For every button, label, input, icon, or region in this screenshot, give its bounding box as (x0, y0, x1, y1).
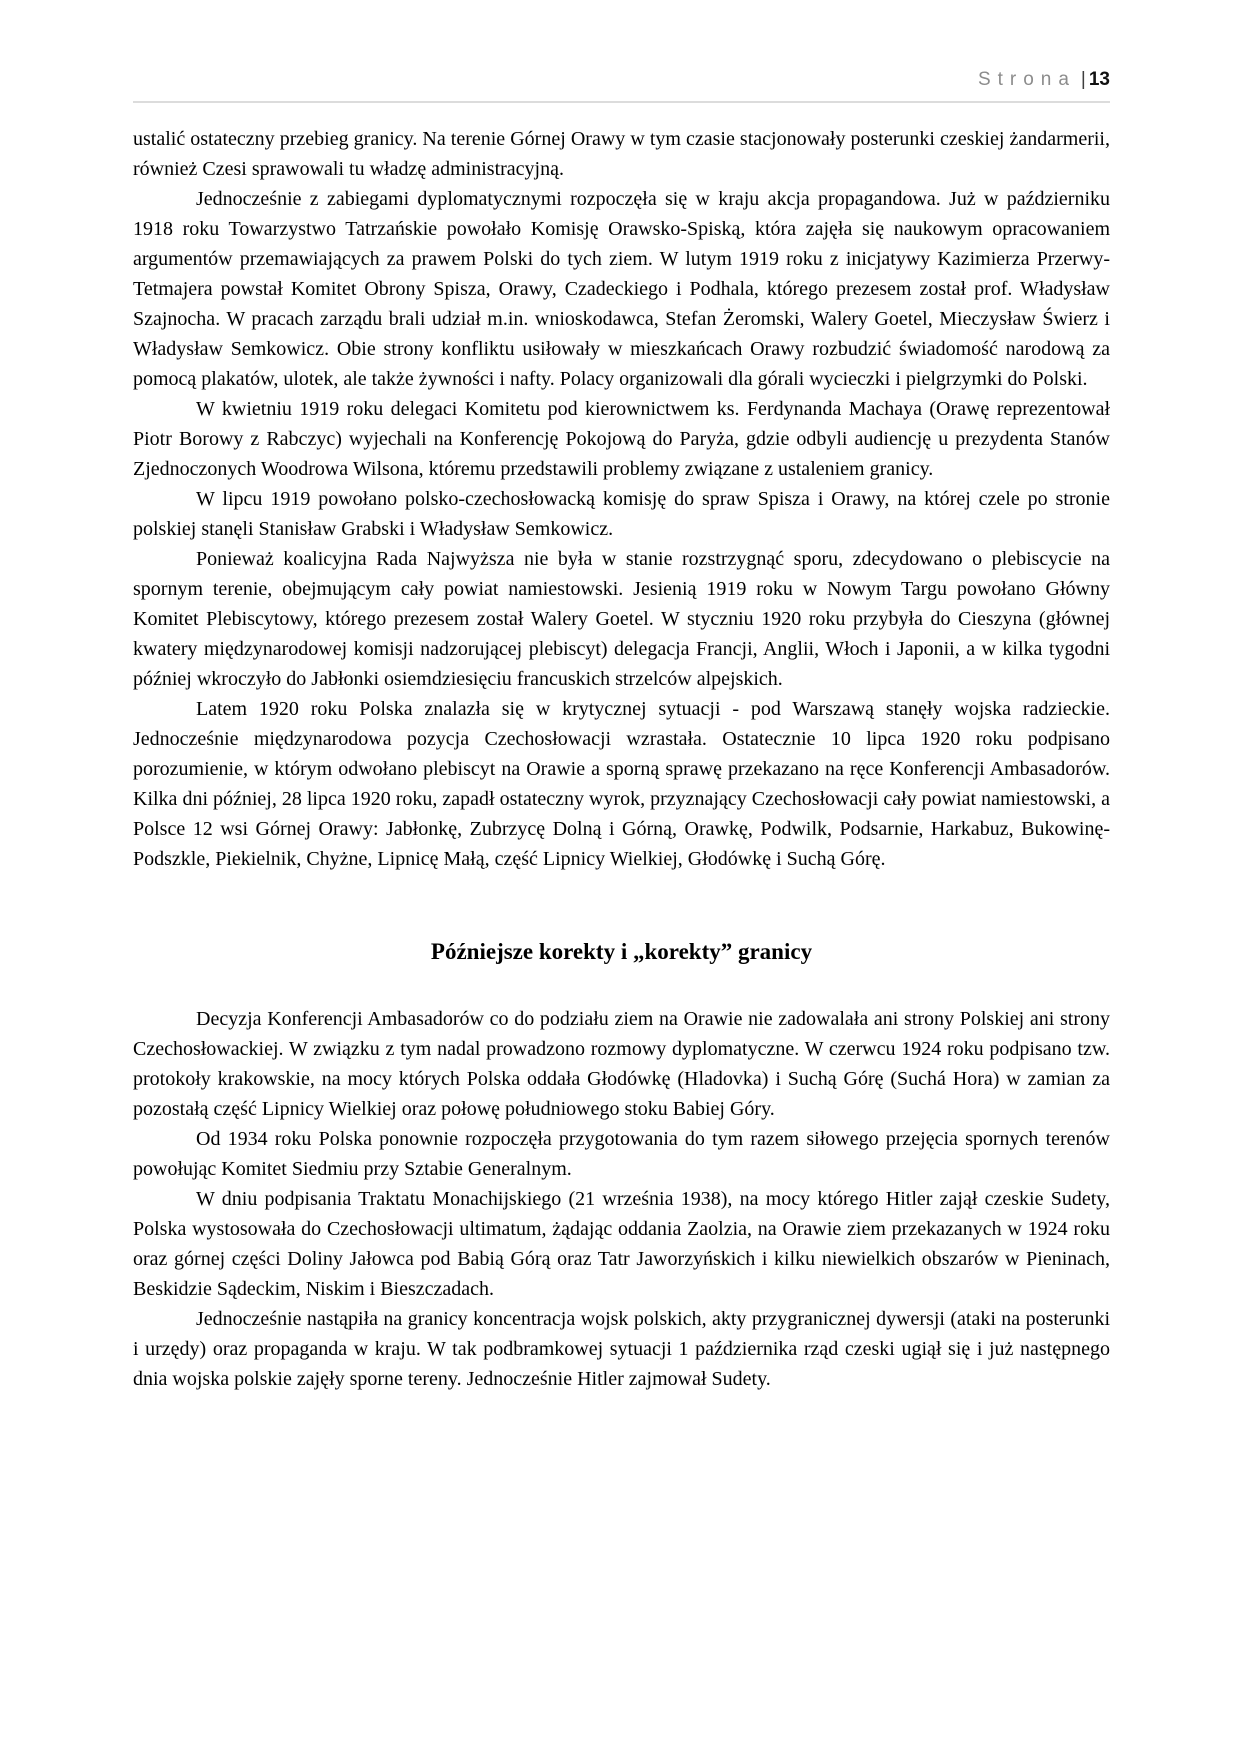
paragraph: Od 1934 roku Polska ponownie rozpoczęła przygotowania do tym razem siłowego przejęcia spornych terenów powołując Komitet Siedmiu przy Sztabie Generalnym. (133, 1128, 1110, 1180)
header-page-number: 13 (1088, 69, 1110, 90)
page-header (133, 68, 1110, 101)
paragraph: W kwietniu 1919 roku delegaci Komitetu pod kierownictwem ks. Ferdynanda Machaya (Orawę reprezentował Piotr Borowy z Rabczyc) wyjechali na Konferencję Pokojową do Paryża, gdzie odbyli audiencję u prezydenta Stanów Zjednoczonych Woodrowa Wilsona, któremu przedstawili problemy związane z ustaleniem granicy. (133, 398, 1110, 480)
paragraph-continuation: ustalić ostateczny przebieg granicy. Na terenie Górnej Orawy w tym czasie stacjonowały posterunki czeskiej żandarmerii, również Czesi sprawowali tu władzę administracyjną. (133, 128, 1110, 180)
paragraph: Jednocześnie z zabiegami dyplomatycznymi rozpoczęła się w kraju akcja propagandowa. Już w październiku 1918 roku Towarzystwo Tatrzańskie powołało Komisję Orawsko-Spiską, która zajęła się naukowym opracowaniem argumentów przemawiających za prawem Polski do tych ziem. W lutym 1919 roku z inicjatywy Kazimierza Przerwy-Tetmajera powstał Komitet Obrony Spisza, Orawy, Czadeckiego i Podhala, którego prezesem został prof. Władysław Szajnocha. W pracach zarządu brali udział m.in. wnioskodawca, Stefan Żeromski, Walery Goetel, Mieczysław Świerz i Władysław Semkowicz. Obie strony konfliktu usiłowały w mieszkańcach Orawy rozbudzić świadomość narodową za pomocą plakatów, ulotek, ale także żywności i nafty. Polacy organizowali dla górali wycieczki i pielgrzymki do Polski. (133, 188, 1110, 390)
paragraph: Latem 1920 roku Polska znalazła się w krytycznej sytuacji - pod Warszawą stanęły wojska radzieckie. Jednocześnie międzynarodowa pozycja Czechosłowacji wzrastała. Ostatecznie 10 lipca 1920 roku podpisano porozumienie, w którym odwołano plebiscyt na Orawie a sporną sprawę przekazano na ręce Konferencji Ambasadorów. Kilka dni później, 28 lipca 1920 roku, zapadł ostateczny wyrok, przyznający Czechosłowacji cały powiat namiestowski, a Polsce 12 wsi Górnej Orawy: Jabłonkę, Zubrzycę Dolną i Górną, Orawkę, Podwilk, Podsarnie, Harkabuz, Bukowinę-Podszkle, Piekielnik, Chyżne, Lipnicę Małą, część Lipnicy Wielkiej, Głodówkę i Suchą Górę. (133, 698, 1110, 870)
header-page-label: Strona (977, 69, 1076, 90)
paragraph: Jednocześnie nastąpiła na granicy koncentracja wojsk polskich, akty przygranicznej dywersji (ataki na posterunki i urzędy) oraz propaganda w kraju. W tak podbramkowej sytuacji 1 października rząd czeski ugiął się i już następnego dnia wojska polskie zajęły sporne tereny. Jednocześnie Hitler zajmował Sudety. (133, 1308, 1110, 1390)
section-heading: Późniejsze korekty i „korekty” granicy (430, 939, 813, 964)
header-separator: | (1080, 69, 1086, 90)
header-rule (133, 101, 1110, 103)
paragraph: Decyzja Konferencji Ambasadorów co do podziału ziem na Orawie nie zadowalała ani strony Polskiej ani strony Czechosłowackiej. W związku z tym nadal prowadzono rozmowy dyplomatyczne. W czerwcu 1924 roku podpisano tzw. protokoły krakowskie, na mocy których Polska oddała Głodówkę (Hladovka) i Suchą Górę (Suchá Hora) w zamian za pozostałą część Lipnicy Wielkiej oraz połowę południowego stoku Babiej Góry. (133, 1008, 1110, 1120)
paragraph: Ponieważ koalicyjna Rada Najwyższa nie była w stanie rozstrzygnąć sporu, zdecydowano o plebiscycie na spornym terenie, obejmującym cały powiat namiestowski. Jesienią 1919 roku w Nowym Targu powołano Główny Komitet Plebiscytowy, którego prezesem został Walery Goetel. W styczniu 1920 roku przybyła do Cieszyna (głównej kwatery międzynarodowej komisji nadzorującej plebiscyt) delegacja Francji, Anglii, Włoch i Japonii, a w kilka tygodni później wkroczyło do Jabłonki osiemdziesięciu francuskich strzelców alpejskich. (133, 548, 1110, 690)
document-body (133, 124, 1110, 1394)
paragraph: W dniu podpisania Traktatu Monachijskiego (21 września 1938), na mocy którego Hitler zajął czeskie Sudety, Polska wystosowała do Czechosłowacji ultimatum, żądając oddania Zaolzia, na Orawie ziem przekazanych w 1924 roku oraz górnej części Doliny Jałowca pod Babią Górą oraz Tatr Jaworzyńskich i kilku niewielkich obszarów w Pieninach, Beskidzie Sądeckim, Niskim i Bieszczadach. (133, 1188, 1110, 1300)
paragraph: W lipcu 1919 powołano polsko-czechosłowacką komisję do spraw Spisza i Orawy, na której czele po stronie polskiej stanęli Stanisław Grabski i Władysław Semkowicz. (133, 488, 1110, 540)
